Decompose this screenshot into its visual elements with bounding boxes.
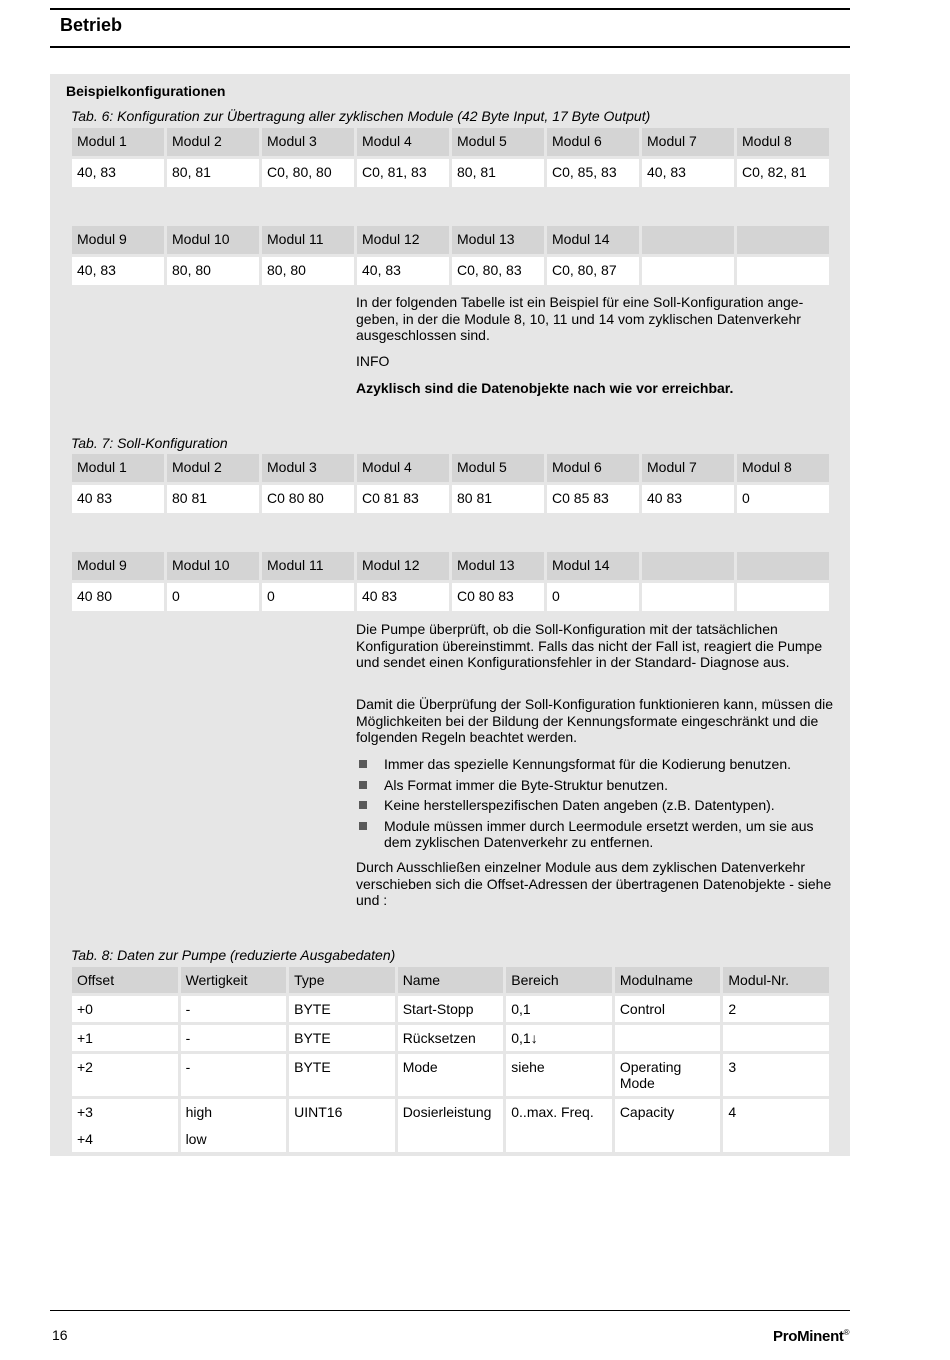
table-cell: Operating Mode bbox=[615, 1054, 721, 1096]
table6-caption: Tab. 6: Konfiguration zur Übertragung aller zyklischen Module (42 Byte Input, 17 Byte Output) bbox=[71, 108, 651, 124]
table7-part1 bbox=[69, 451, 832, 516]
table-header-cell: Modul 11 bbox=[262, 552, 354, 580]
page-number: 16 bbox=[52, 1327, 68, 1343]
table-cell: +1 bbox=[72, 1025, 178, 1051]
table-cell: +0 bbox=[72, 996, 178, 1022]
header-rule-top bbox=[50, 8, 850, 10]
table-cell: Rücksetzen bbox=[398, 1025, 504, 1051]
table-cell bbox=[642, 257, 734, 285]
table-cell: 0 bbox=[737, 485, 829, 513]
table-header-cell: Modulname bbox=[615, 967, 721, 993]
table-cell: C0, 80, 80 bbox=[262, 159, 354, 187]
info-text: Azyklisch sind die Datenobjekte nach wie vor erreichbar. bbox=[356, 380, 734, 396]
table6-part2 bbox=[69, 223, 832, 288]
weight-low: low bbox=[185, 1131, 207, 1147]
table-header-cell: Modul 2 bbox=[167, 128, 259, 156]
table-header-cell: Modul 10 bbox=[167, 226, 259, 254]
table-cell: Dosierleistung bbox=[398, 1099, 504, 1152]
table-cell bbox=[615, 1025, 721, 1051]
table-cell: 0..max. Freq. bbox=[506, 1099, 612, 1152]
table-cell: 4 bbox=[723, 1099, 829, 1152]
table-cell: - bbox=[181, 1025, 287, 1051]
table-header-cell bbox=[737, 226, 829, 254]
table-cell: 40, 83 bbox=[642, 159, 734, 187]
bullet-square-icon bbox=[359, 801, 367, 809]
table-cell bbox=[181, 1099, 287, 1152]
table-cell: BYTE bbox=[289, 996, 395, 1022]
table-header-cell: Modul 2 bbox=[167, 454, 259, 482]
table-cell: 80 81 bbox=[452, 485, 544, 513]
table-cell: 0,1↓ bbox=[506, 1025, 612, 1051]
table-cell bbox=[737, 257, 829, 285]
table-cell: 40, 83 bbox=[72, 159, 164, 187]
paragraph-rules: Damit die Überprüfung der Soll-Konfiguration funktionieren kann, müssen die Möglichkeiten bei der Bildung der Kennungsformate eingeschränkt und die folgenden Regeln beachtet werden. bbox=[356, 696, 834, 745]
table-header-cell: Modul 8 bbox=[737, 454, 829, 482]
table6-part1 bbox=[69, 125, 832, 190]
bullet-square-icon bbox=[359, 781, 367, 789]
table-cell: Capacity bbox=[615, 1099, 721, 1152]
table-header-cell: Modul 12 bbox=[357, 226, 449, 254]
page-header-title: Betrieb bbox=[60, 15, 123, 35]
table-cell: Start-Stopp bbox=[398, 996, 504, 1022]
offset-high: +3 bbox=[77, 1104, 93, 1120]
table-cell: - bbox=[181, 996, 287, 1022]
table-row bbox=[72, 1099, 829, 1152]
table-header-cell: Bereich bbox=[506, 967, 612, 993]
table-cell: 40, 83 bbox=[72, 257, 164, 285]
list-item: Keine herstellerspezifischen Daten angeben (z.B. Datentypen). bbox=[356, 797, 840, 814]
table-row bbox=[72, 1025, 829, 1051]
table-cell: 40, 83 bbox=[357, 257, 449, 285]
table-cell: BYTE bbox=[289, 1025, 395, 1051]
table-cell: 0,1 bbox=[506, 996, 612, 1022]
table7-part2 bbox=[69, 549, 832, 614]
table-cell: C0, 80, 83 bbox=[452, 257, 544, 285]
table-cell: 80, 80 bbox=[262, 257, 354, 285]
table-header-cell: Modul 3 bbox=[262, 454, 354, 482]
paragraph-check: Die Pumpe überprüft, ob die Soll-Konfiguration mit der tatsächlichen Konfiguration übereinstimmt. Falls das nicht der Fall ist, reagiert die Pumpe und sendet einen Konfigurationsfehler in der Standard- Diagnose aus. bbox=[356, 621, 823, 670]
table-header-cell: Modul 13 bbox=[452, 226, 544, 254]
brand-logo: ProMinent® bbox=[773, 1328, 850, 1345]
table-cell: C0 80 83 bbox=[452, 583, 544, 611]
list-item: Als Format immer die Byte-Struktur benutzen. bbox=[356, 777, 840, 794]
table-cell: C0 80 80 bbox=[262, 485, 354, 513]
table-header-cell: Modul 1 bbox=[72, 128, 164, 156]
table8-caption: Tab. 8: Daten zur Pumpe (reduzierte Ausgabedaten) bbox=[71, 947, 396, 963]
table-header-cell: Modul 12 bbox=[357, 552, 449, 580]
intro-paragraph: In der folgenden Tabelle ist ein Beispiel für eine Soll-Konfiguration angegeben, in der die Module 8, 10, 11 und 14 vom zyklischen Datenverkehr ausgeschlossen sind. bbox=[356, 294, 804, 343]
table-header-cell: Modul 14 bbox=[547, 552, 639, 580]
table-header-cell: Modul 13 bbox=[452, 552, 544, 580]
table-row bbox=[72, 996, 829, 1022]
table-cell: 40 83 bbox=[642, 485, 734, 513]
section-title: Beispielkonfigurationen bbox=[66, 83, 226, 99]
table-header-cell: Modul 6 bbox=[547, 454, 639, 482]
table-header-cell: Type bbox=[289, 967, 395, 993]
table-header-cell: Modul 4 bbox=[357, 454, 449, 482]
table-cell bbox=[72, 1099, 178, 1152]
table-cell: 80 81 bbox=[167, 485, 259, 513]
table-cell: BYTE bbox=[289, 1054, 395, 1096]
table-cell: 2 bbox=[723, 996, 829, 1022]
paragraph-offset: Durch Ausschließen einzelner Module aus dem zyklischen Datenverkehr verschieben sich die Offset-Adressen der übertragenen Datenobjekte - siehe und : bbox=[356, 859, 832, 908]
table-cell: 3 bbox=[723, 1054, 829, 1096]
footer-rule bbox=[50, 1310, 850, 1311]
bullet-square-icon bbox=[359, 822, 367, 830]
table-cell: 80, 81 bbox=[452, 159, 544, 187]
table-cell: - bbox=[181, 1054, 287, 1096]
bullet-square-icon bbox=[359, 760, 367, 768]
table-header-cell: Modul 3 bbox=[262, 128, 354, 156]
table-header-cell: Modul 6 bbox=[547, 128, 639, 156]
table-header-cell: Modul 7 bbox=[642, 128, 734, 156]
table-cell: C0, 82, 81 bbox=[737, 159, 829, 187]
table8 bbox=[69, 964, 832, 1155]
table-cell: 0 bbox=[167, 583, 259, 611]
table7-caption: Tab. 7: Soll-Konfiguration bbox=[71, 435, 228, 451]
table-header-cell: Modul 10 bbox=[167, 552, 259, 580]
table-header-cell: Modul 8 bbox=[737, 128, 829, 156]
table-header-cell: Modul 4 bbox=[357, 128, 449, 156]
table-cell: +2 bbox=[72, 1054, 178, 1096]
table-cell: UINT16 bbox=[289, 1099, 395, 1152]
table-cell bbox=[737, 583, 829, 611]
table-header-cell: Modul-Nr. bbox=[723, 967, 829, 993]
table-cell: 0 bbox=[262, 583, 354, 611]
table-row bbox=[72, 1054, 829, 1096]
table-header-cell: Modul 11 bbox=[262, 226, 354, 254]
table-header-cell: Offset bbox=[72, 967, 178, 993]
table-header-cell bbox=[642, 552, 734, 580]
header-rule-bottom bbox=[50, 46, 850, 48]
table-header-cell: Wertigkeit bbox=[181, 967, 287, 993]
table-header-cell: Name bbox=[398, 967, 504, 993]
table-cell: 40 80 bbox=[72, 583, 164, 611]
table-header-cell: Modul 5 bbox=[452, 128, 544, 156]
table-cell: 80, 80 bbox=[167, 257, 259, 285]
list-item: Module müssen immer durch Leermodule ersetzt werden, um sie aus dem zyklischen Datenverkehr zu entfernen. bbox=[356, 818, 840, 851]
table-cell: Mode bbox=[398, 1054, 504, 1096]
table-cell: Control bbox=[615, 996, 721, 1022]
table-cell: 40 83 bbox=[72, 485, 164, 513]
table-header-cell: Modul 1 bbox=[72, 454, 164, 482]
table-cell: C0, 85, 83 bbox=[547, 159, 639, 187]
list-item: Immer das spezielle Kennungsformat für die Kodierung benutzen. bbox=[356, 756, 840, 773]
table-header-cell bbox=[642, 226, 734, 254]
table-header-cell: Modul 5 bbox=[452, 454, 544, 482]
table-cell: C0 85 83 bbox=[547, 485, 639, 513]
weight-high: high bbox=[185, 1104, 213, 1120]
rules-list bbox=[356, 756, 840, 855]
table-cell: 0 bbox=[547, 583, 639, 611]
table-cell: C0 81 83 bbox=[357, 485, 449, 513]
table-header-cell: Modul 9 bbox=[72, 226, 164, 254]
table-cell bbox=[723, 1025, 829, 1051]
table-cell: 40 83 bbox=[357, 583, 449, 611]
table-cell: C0, 80, 87 bbox=[547, 257, 639, 285]
table-header-cell: Modul 14 bbox=[547, 226, 639, 254]
table-cell: siehe bbox=[506, 1054, 612, 1096]
table-cell: 80, 81 bbox=[167, 159, 259, 187]
offset-low: +4 bbox=[77, 1131, 93, 1147]
info-label: INFO bbox=[356, 353, 390, 369]
table-cell bbox=[642, 583, 734, 611]
table-cell: C0, 81, 83 bbox=[357, 159, 449, 187]
table-header-cell: Modul 9 bbox=[72, 552, 164, 580]
table-header-cell: Modul 7 bbox=[642, 454, 734, 482]
table-header-cell bbox=[737, 552, 829, 580]
